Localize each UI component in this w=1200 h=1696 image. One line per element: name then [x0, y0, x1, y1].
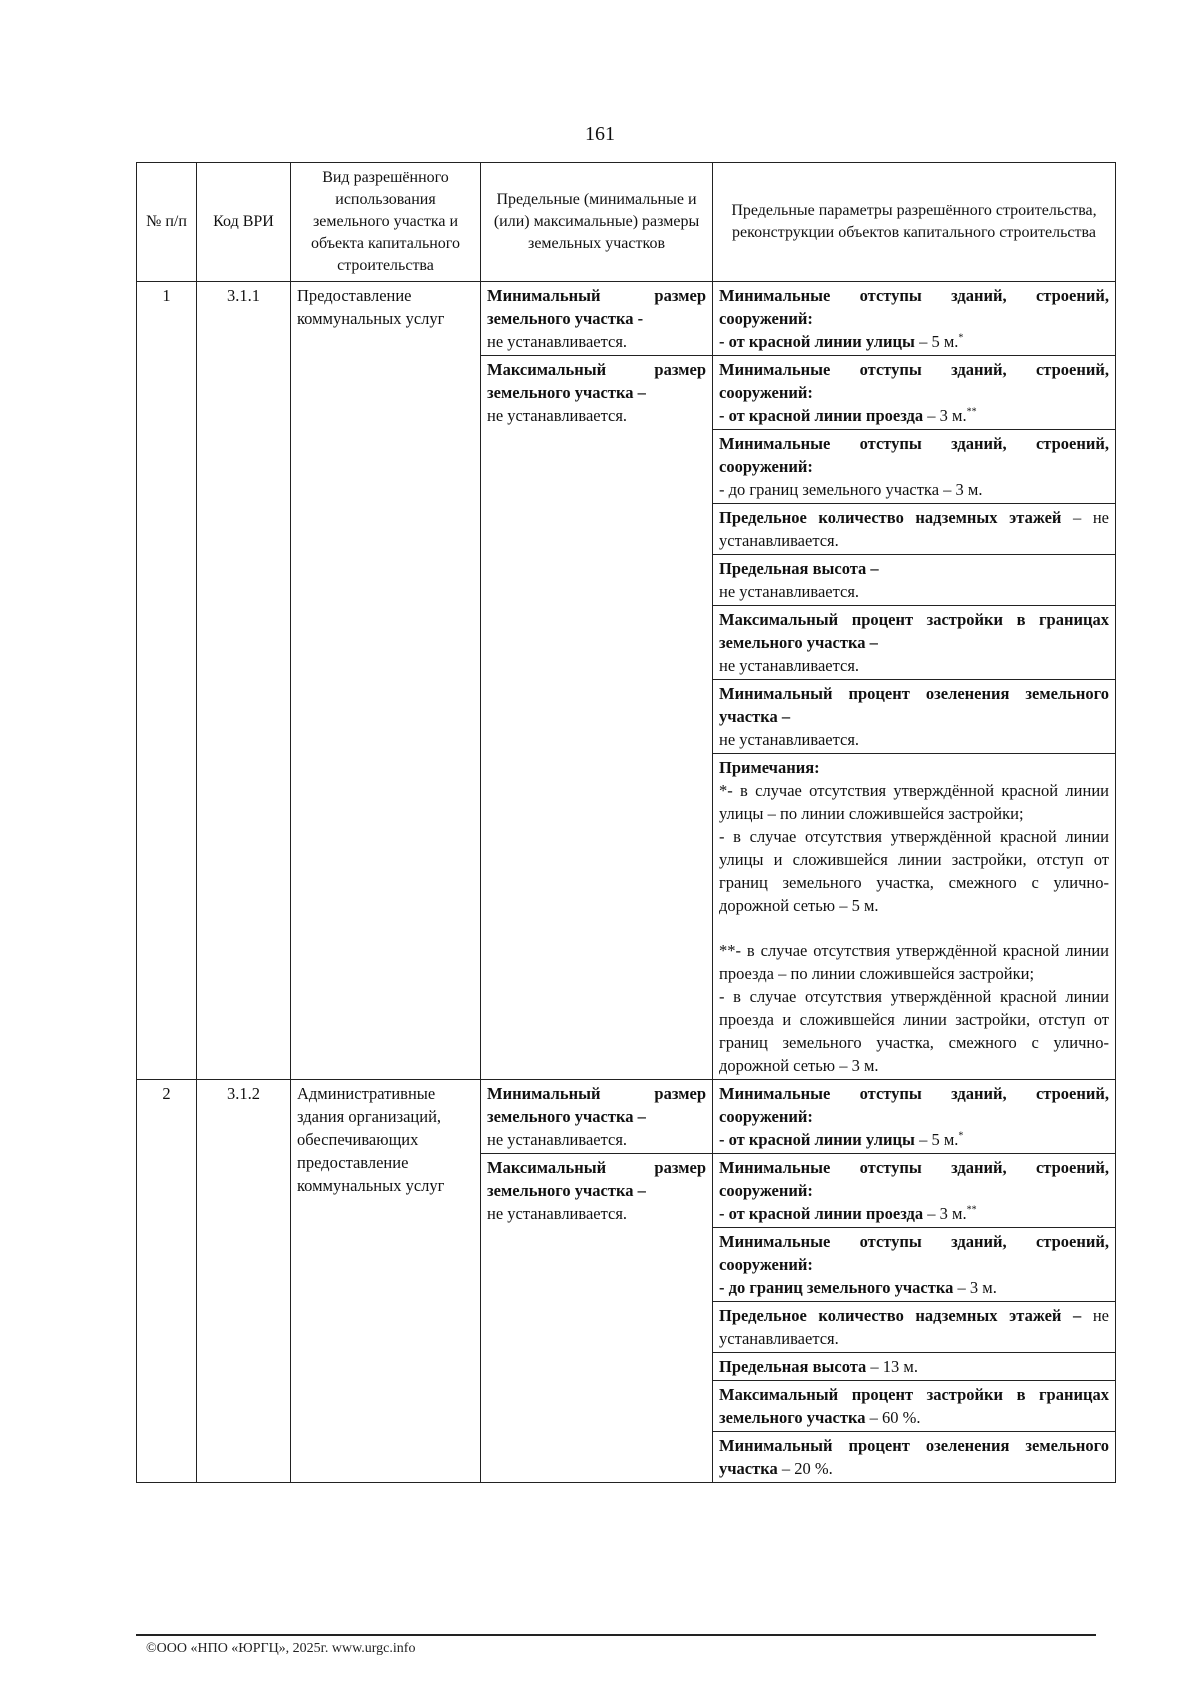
param-label: Максимальный процент застройки в границах земельного участка [719, 1385, 1109, 1427]
notes-title: Примечания: [719, 758, 820, 777]
param-value: – 3 м. [923, 1204, 967, 1223]
param-label: Предельное количество надземных этажей [719, 508, 1062, 527]
param-label: Максимальный процент застройки в границах земельного участка – [719, 610, 1109, 652]
param-value: - до границ земельного участка – 3 м. [719, 480, 983, 499]
param-cell [713, 1381, 1116, 1432]
param-value: – 13 м. [866, 1357, 918, 1376]
table-header-row [137, 163, 1116, 282]
param-cell [713, 282, 1116, 356]
note-paragraph: *- в случае отсутствия утверждённой красной линии улицы – по линии сложившейся застройки; [719, 781, 1109, 823]
param-cell [713, 1353, 1116, 1381]
param-sublabel: - от красной линии проезда [719, 1204, 924, 1223]
param-cell [713, 356, 1116, 430]
footer-copyright: ©ООО «НПО «ЮРГЦ», 2025г. www.urgc.info [146, 1641, 416, 1655]
param-label: Минимальные отступы зданий, строений, сооружений: [719, 1084, 1109, 1126]
param-value: – 60 %. [865, 1408, 921, 1427]
footnote-mark: * [958, 1130, 964, 1142]
param-sublabel: - от красной линии улицы [719, 332, 915, 351]
header-use-type: Вид разрешённого использования земельного участка и объекта капитального строительства [291, 163, 481, 282]
max-size-value: не устанавливается. [487, 1204, 628, 1223]
param-label: Минимальный процент озеленения земельного участка [719, 1436, 1109, 1478]
param-label: Минимальный процент озеленения земельного участка – [719, 684, 1109, 726]
param-value: – 3 м. [953, 1278, 997, 1297]
row-number: 2 [137, 1080, 197, 1483]
param-value: не устанавливается. [719, 1306, 1109, 1348]
header-plot-size: Предельные (минимальные и (или) максимальные) размеры земельных участков [481, 163, 713, 282]
param-value: – 3 м. [923, 406, 967, 425]
row-use-type: Предоставление коммунальных услуг [291, 282, 481, 1080]
param-label: Минимальные отступы зданий, строений, сооружений: [719, 286, 1109, 328]
param-cell [713, 606, 1116, 680]
max-plot-size-cell [481, 356, 713, 1080]
param-cell [713, 1302, 1116, 1353]
param-label: Минимальные отступы зданий, строений, сооружений: [719, 360, 1109, 402]
footnote-mark: * [958, 332, 964, 344]
param-cell [713, 504, 1116, 555]
header-code: Код ВРИ [197, 163, 291, 282]
param-value: – 20 %. [777, 1459, 833, 1478]
param-label: Предельная высота [719, 1357, 867, 1376]
note-paragraph: - в случае отсутствия утверждённой красной линии улицы и сложившейся линии застройки, отступ от границ земельного участка, смежного с улично-дорожной сетью – 5 м. [719, 827, 1109, 915]
note-paragraph: - в случае отсутствия утверждённой красной линии проезда и сложившейся линии застройки, отступ от границ земельного участка, смежного с улично-дорожной сетью – 3 м. [719, 987, 1109, 1075]
param-value: – 5 м. [914, 332, 959, 351]
min-plot-size-cell [481, 282, 713, 356]
param-cell [713, 680, 1116, 754]
param-label: Предельная высота – [719, 559, 879, 578]
param-cell [713, 1154, 1116, 1228]
param-label: Минимальные отступы зданий, строений, сооружений: [719, 1232, 1109, 1274]
param-label: Минимальные отступы зданий, строений, сооружений: [719, 434, 1109, 476]
param-value: – 5 м. [914, 1130, 959, 1149]
param-cell [713, 1080, 1116, 1154]
page-number: 161 [585, 123, 615, 145]
footer-divider [136, 1634, 1096, 1636]
param-value: не устанавливается. [719, 730, 860, 749]
footnote-mark: ** [966, 1204, 977, 1216]
min-size-label: Минимальный размер земельного участка - [487, 286, 706, 328]
param-cell [713, 1432, 1116, 1483]
table-row [137, 1080, 1116, 1154]
row-number: 1 [137, 282, 197, 1080]
param-label: Минимальные отступы зданий, строений, сооружений: [719, 1158, 1109, 1200]
notes-cell [713, 754, 1116, 1080]
max-plot-size-cell [481, 1154, 713, 1483]
param-value: не устанавливается. [719, 656, 860, 675]
param-sublabel: - от красной линии улицы [719, 1130, 915, 1149]
row-code: 3.1.1 [197, 282, 291, 1080]
param-sublabel: - от красной линии проезда [719, 406, 924, 425]
max-size-label: Максимальный размер земельного участка – [487, 1158, 706, 1200]
row-use-type: Административные здания организаций, обеспечивающих предоставление коммунальных услуг [291, 1080, 481, 1483]
min-plot-size-cell [481, 1080, 713, 1154]
param-cell [713, 555, 1116, 606]
zoning-regulations-table [136, 162, 1116, 1483]
max-size-label: Максимальный размер земельного участка – [487, 360, 706, 402]
param-sublabel: - до границ земельного участка [719, 1278, 954, 1297]
table-row [137, 282, 1116, 356]
header-number: № п/п [137, 163, 197, 282]
note-paragraph: **- в случае отсутствия утверждённой красной линии проезда – по линии сложившейся застройки; [719, 941, 1109, 983]
param-cell [713, 1228, 1116, 1302]
header-parameters: Предельные параметры разрешённого строительства, реконструкции объектов капитального строительства [713, 163, 1116, 282]
param-value: – не устанавливается. [719, 508, 1109, 550]
min-size-value: не устанавливается. [487, 332, 628, 351]
param-label: Предельное количество надземных этажей – [719, 1306, 1082, 1325]
max-size-value: не устанавливается. [487, 406, 628, 425]
row-code: 3.1.2 [197, 1080, 291, 1483]
param-cell [713, 430, 1116, 504]
param-value: не устанавливается. [719, 582, 860, 601]
footnote-mark: ** [966, 406, 977, 418]
min-size-label: Минимальный размер земельного участка – [487, 1084, 706, 1126]
min-size-value: не устанавливается. [487, 1130, 628, 1149]
